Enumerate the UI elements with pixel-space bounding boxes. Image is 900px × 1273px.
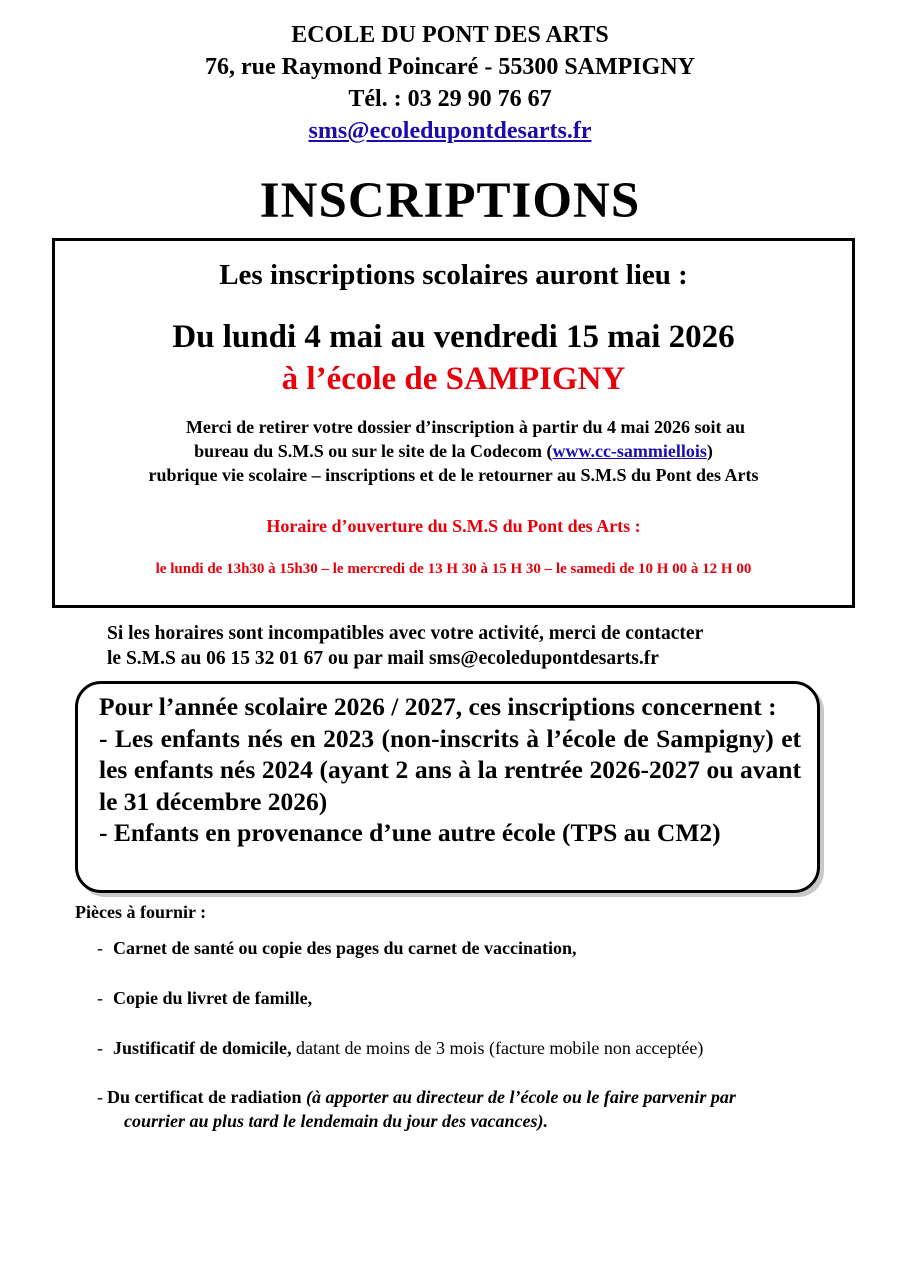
contact-note-line-1: Si les horaires sont incompatibles avec votre activité, merci de contacter: [107, 623, 704, 644]
registration-info-box: [52, 238, 855, 608]
documents-title: Pièces à fournir :: [75, 902, 207, 922]
dash-3: -: [97, 1038, 103, 1058]
school-name: ECOLE DU PONT DES ARTS: [291, 22, 609, 48]
document-item-3: [97, 1038, 703, 1059]
info-line-2-text: bureau du S.M.S ou sur le site de la Codecom (: [194, 441, 553, 461]
dash-2: -: [97, 988, 103, 1008]
hours-heading: Horaire d’ouverture du S.M.S du Pont des Arts :: [266, 516, 641, 536]
document-item-4-note-2: courrier au plus tard le lendemain du jour des vacances).: [124, 1111, 549, 1131]
document-item-3-bold: Justificatif de domicile,: [113, 1038, 292, 1058]
opening-hours: le lundi de 13h30 à 15h30 – le mercredi de 13 H 30 à 15 H 30 – le samedi de 10 H 00 à 12 H 00: [155, 561, 752, 577]
contact-note-line-2: le S.M.S au 06 15 32 01 67 ou par mail sms@ecoledupontdesarts.fr: [107, 648, 659, 669]
school-address: 76, rue Raymond Poincaré - 55300 SAMPIGNY: [205, 54, 695, 80]
dash-4: -: [97, 1087, 103, 1107]
school-email-link[interactable]: sms@ecoledupontdesarts.fr: [308, 118, 592, 144]
eligibility-item-1: - Les enfants nés en 2023 (non-inscrits à l’école de Sampigny) et les enfants nés 2024 (ayant 2 ans à la rentrée 2026-2027 ou avant le 31 décembre 2026): [99, 723, 801, 816]
info-line-2: [55, 441, 852, 462]
page-title: INSCRIPTIONS: [259, 173, 641, 229]
codecom-link[interactable]: www.cc-sammiellois: [552, 441, 707, 461]
contact-note: [107, 621, 703, 671]
info-line-2-end: ): [706, 441, 713, 461]
registration-location: à l’école de SAMPIGNY: [281, 361, 626, 397]
document-item-4: [97, 1087, 845, 1108]
eligibility-item-2: - Enfants en provenance d’une autre école (TPS au CM2): [99, 818, 721, 847]
document-item-4-bold: Du certificat de radiation: [107, 1087, 302, 1107]
document-item-1-text: Carnet de santé ou copie des pages du carnet de vaccination,: [113, 938, 577, 958]
document-item-3-rest: datant de moins de 3 mois (facture mobile non acceptée): [291, 1038, 704, 1058]
eligibility-box: [75, 681, 820, 893]
registration-heading: Les inscriptions scolaires auront lieu :: [219, 259, 688, 291]
dash-1: -: [97, 938, 103, 958]
document-item-1: [97, 938, 576, 959]
document-item-2-text: Copie du livret de famille,: [113, 988, 313, 1008]
info-line-3: rubrique vie scolaire – inscriptions et de le retourner au S.M.S du Pont des Arts: [148, 465, 759, 485]
eligibility-intro: Pour l’année scolaire 2026 / 2027, ces inscriptions concernent :: [99, 692, 777, 721]
info-line-1: Merci de retirer votre dossier d’inscription à partir du 4 mai 2026 soit au: [185, 417, 746, 437]
document-item-2: [97, 988, 312, 1009]
school-email-container: [0, 118, 900, 145]
document-item-4-note-1: (à apporter au directeur de l’école ou le faire parvenir par: [305, 1087, 736, 1107]
registration-dates: Du lundi 4 mai au vendredi 15 mai 2026: [172, 319, 735, 355]
school-phone: Tél. : 03 29 90 76 67: [348, 86, 552, 112]
